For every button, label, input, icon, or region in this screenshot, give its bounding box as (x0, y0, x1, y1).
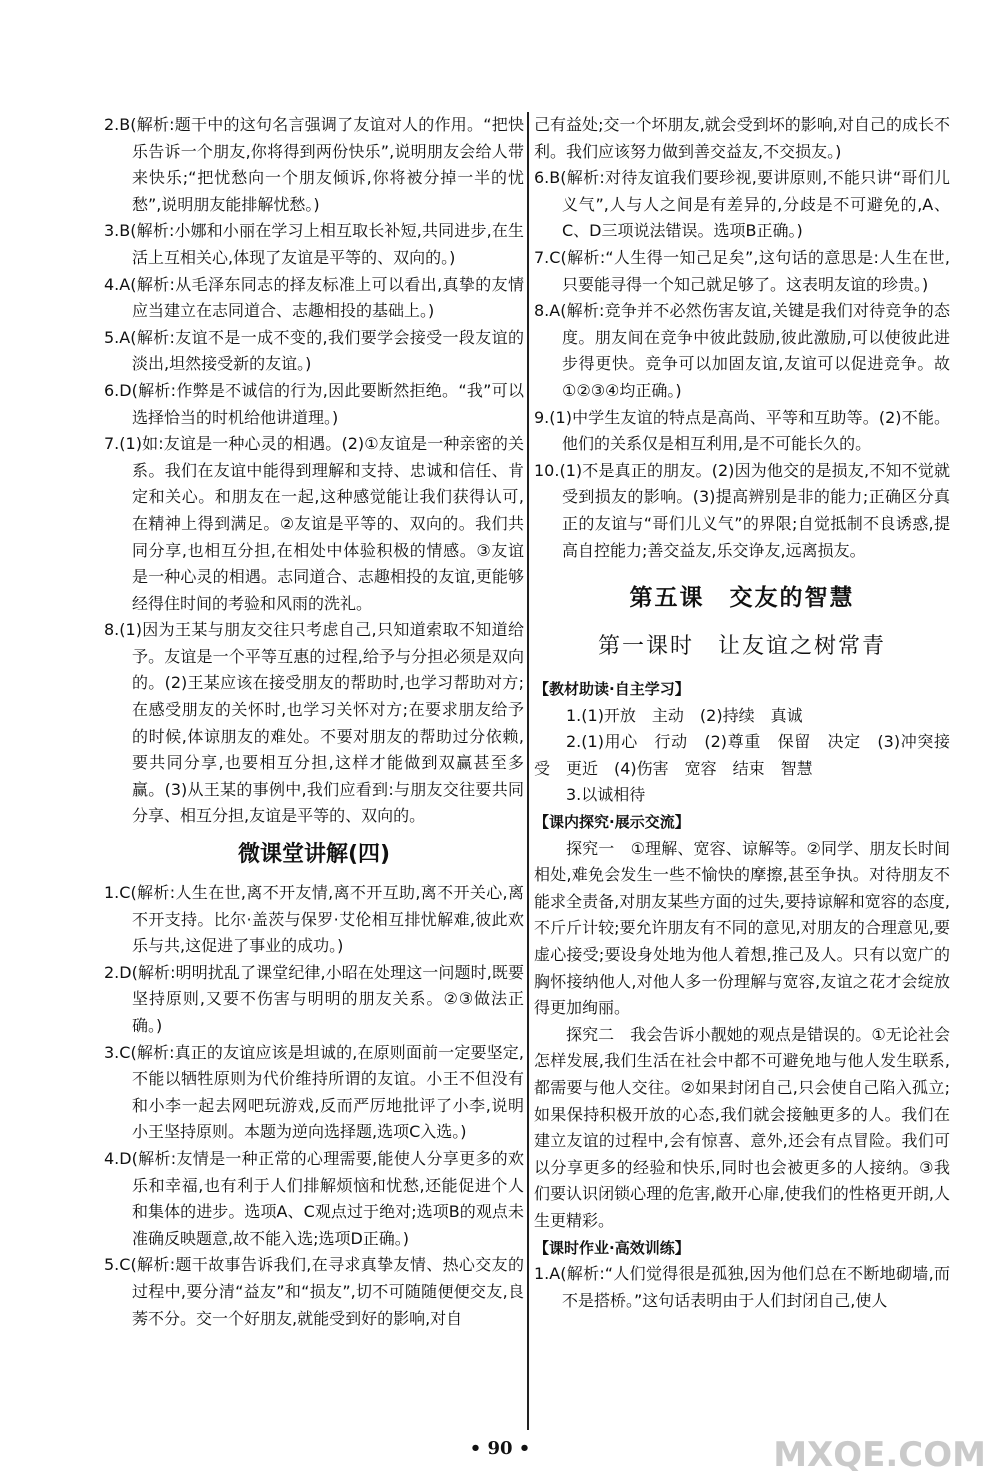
study-item: 2.(1)用心 行动 (2)尊重 保留 决定 (3)冲突接受 更近 (4)伤害 宽容 结束 智慧 (534, 732, 950, 778)
answer-item: 10.(1)不是真正的朋友。(2)因为他交的是损友,不知不觉就受到损友的影响。(3)提高辨别是非的能力;正确区分真正的友谊与“哥们儿义气”的界限;自觉抵制不良诱惑,提高自控能力;善交益友,乐交诤友,远离损友。 (534, 460, 950, 560)
lesson-title: 第五课 交友的智慧 (629, 585, 855, 612)
answer-item: 7.C(解析:“人生得一知己足矣”,这句话的意思是:人生在世,只要能寻得一个知己就足够了。这表明友谊的珍贵。) (534, 247, 950, 294)
answer-item: 7.(1)如:友谊是一种心灵的相遇。(2)①友谊是一种亲密的关系。我们在友谊中能得到理解和支持、忠诚和信任、肯定和关心。和朋友在一起,这种感觉能让我们获得认可,在精神上得到满足。②友谊是平等的、双向的。我们共同分享,也相互分担,在相处中体验积极的情感。③友谊是一种心灵的相遇。志同道合、志趣相投的友谊,更能够经得住时间的考验和风雨的洗礼。 (104, 434, 524, 613)
explore-item: 探究一 ①理解、宽容、谅解等。②同学、朋友长时间相处,难免会发生一些不愉快的摩擦,甚至争执。对待朋友不能求全责备,对朋友某些方面的过失,要持谅解和宽容的态度,不斤斤计较;要允许朋友有不同的意见,对朋友的合理意见,要虚心接受;要设身处地为他人着想,推己及人。只有以宽广的胸怀接纳他人,对他人多一份理解与宽容,友谊之花才会绽放得更加绚丽。 (534, 838, 950, 1018)
answer-item: 6.B(解析:对待友谊我们要珍视,要讲原则,不能只讲“哥们儿义气”,人与人之间是有差异的,分歧是不可避免的,A、C、D三项说法错误。选项B正确。) (534, 168, 950, 241)
column-divider (527, 112, 529, 1430)
answer-item: 1.A(解析:“人们觉得很是孤独,因为他们总在不断地砌墙,而不是搭桥。”这句话表明由于人们封闭自己,使人 (534, 1264, 950, 1310)
answer-item: 4.D(解析:友情是一种正常的心理需要,能使人分享更多的欢乐和幸福,也有利于人们排解烦恼和忧愁,还能促进个人和集体的进步。选项A、C观点过于绝对;选项B的观点未准确反映题意,故不能入选;选项D正确。) (104, 1148, 524, 1248)
study-item: 1.(1)开放 主动 (2)持续 真诚 (566, 705, 803, 725)
answer-item: 8.A(解析:竞争并不必然伤害友谊,关键是我们对待竞争的态度。朋友间在竞争中彼此鼓励,彼此激励,可以使彼此进步得更快。竞争可以加固友谊,友谊可以促进竞争。故①②③④均正确。) (534, 301, 950, 400)
answer-item: 6.D(解析:作弊是不诚信的行为,因此要断然拒绝。“我”可以选择恰当的时机给他讲道理。) (104, 380, 524, 427)
section-tag: 【课时作业·高效训练】 (534, 1238, 690, 1257)
answer-item: 1.C(解析:人生在世,离不开友情,离不开互助,离不开关心,离不开支持。比尔·盖茨与保罗·艾伦相互排忧解难,彼此欢乐与共,这促进了事业的成功。) (104, 883, 524, 956)
section-tag: 【课内探究·展示交流】 (534, 813, 690, 832)
study-item: 3.以诚相待 (566, 785, 646, 805)
answer-item: 5.A(解析:友谊不是一成不变的,我们要学会接受一段友谊的淡出,坦然接受新的友谊。) (104, 327, 524, 374)
answer-item: 3.B(解析:小娜和小丽在学习上相互取长补短,共同进步,在生活上互相关心,体现了友谊是平等的、双向的。) (104, 221, 524, 267)
answer-item: 3.C(解析:真正的友谊应该是坦诚的,在原则面前一定要坚定,不能以牺牲原则为代价维持所谓的友谊。小王不但没有和小李一起去网吧玩游戏,反而严厉地批评了小李,说明小王坚持原则。本题为逆向选择题,选项C入选。) (104, 1042, 524, 1142)
answer-item: 8.(1)因为王某与朋友交往只考虑自己,只知道索取不知道给予。友谊是一个平等互惠的过程,给予与分担必须是双向的。(2)王某应该在接受朋友的帮助时,也学习帮助对方;在感受朋友的关怀时,也学习关怀对方;在要求朋友给予的时候,体谅朋友的难处。不要对朋友的帮助过分依赖,要共同分享,也要相互分担,这样才能做到双赢甚至多赢。(3)从王某的事例中,我们应看到:与朋友交往要共同分享、相互分担,友谊是平等的、双向的。 (104, 620, 524, 826)
answer-item: 2.B(解析:题干中的这句名言强调了友谊对人的作用。“把快乐告诉一个朋友,你将得到两份快乐”,说明朋友会给人带来快乐;“把忧愁向一个朋友倾诉,你将被分掉一半的忧愁”,说明朋友能排解忧愁。) (104, 115, 524, 214)
explore-item: 探究二 我会告诉小靓她的观点是错误的。①无论社会怎样发展,我们生活在社会中都不可避免地与他人发生联系,都需要与他人交往。②如果封闭自己,只会使自己陷入孤立;如果保持积极开放的心态,我们就会接触更多的人。我们在建立友谊的过程中,会有惊喜、意外,还会有点冒险。我们可以分享更多的经验和快乐,同时也会被更多的人接纳。③我们要认识闭锁心理的危害,敞开心扉,使我们的性格更开朗,人生更精彩。 (534, 1024, 950, 1230)
section-title: 微课堂讲解(四) (237, 842, 391, 868)
right-column (534, 112, 950, 1314)
answer-item: 9.(1)中学生友谊的特点是高尚、平等和互助等。(2)不能。他们的关系仅是相互利用,是不可能长久的。 (534, 407, 950, 454)
answer-item: 2.D(解析:明明扰乱了课堂纪律,小昭在处理这一问题时,既要坚持原则,又要不伤害与明明的朋友关系。②③做法正确。) (104, 962, 524, 1035)
page-number: • 90 • (469, 1438, 531, 1459)
answer-item: 4.A(解析:从毛泽东同志的择友标准上可以看出,真挚的友情应当建立在志同道合、志趣相投的基础上。) (104, 274, 524, 321)
answer-item: 5.C(解析:题干故事告诉我们,在寻求真挚友情、热心交友的过程中,要分清“益友”和“损友”,切不可随随便便交友,良莠不分。交一个好朋友,就能受到好的影响,对自 (104, 1255, 524, 1328)
section-tag: 【教材助读·自主学习】 (534, 680, 690, 699)
watermark-logo: MXQE.COM (773, 1435, 986, 1475)
answer-continuation: 己有益处;交一个坏朋友,就会受到坏的影响,对自己的成长不利。我们应该努力做到善交益友,不交损友。) (534, 115, 950, 161)
period-title: 第一课时 让友谊之树常青 (597, 634, 886, 660)
left-column (104, 112, 524, 1332)
